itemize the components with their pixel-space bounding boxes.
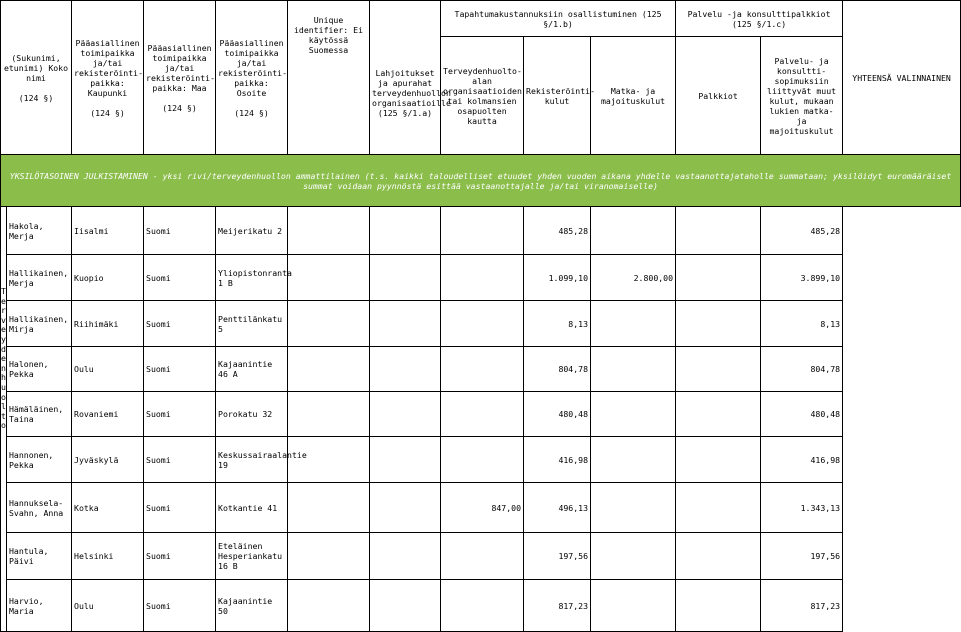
cell-name: Hannonen, Pekka [7,437,72,483]
section-band: YKSILÖTASOINEN JULKISTAMINEN - yksi rivi/terveydenhuollon ammattilainen (t.s. kaikki taloudelliset etuudet yhden vuoden aikana yhdelle vastaanottajataholle summataan; yksilöidyt euromääräiset summat voidaan pyynnöstä esittää vastaanottajalle ja/tai viranomaiselle) [1,155,961,207]
side-label-letter: o [1,420,6,431]
cell-total: 416,98 [761,437,843,483]
cell-name: Harvio, Maria [7,580,72,632]
cell-grants [288,207,370,255]
cell-registration-fees [441,347,524,392]
header-related-costs: Palvelu- ja konsultti-sopimuksiin liittyvät muut kulut, mukaan lukien matka- ja majoituskulut [761,37,843,155]
cell-city: Oulu [72,580,144,632]
cell-country: Suomi [144,437,216,483]
cell-city: Oulu [72,347,144,392]
cell-city: Helsinki [72,533,144,580]
cell-fees [591,437,676,483]
cell-registration-fees [441,255,524,301]
table-row [1,207,961,255]
cell-related-costs [676,533,761,580]
cell-related-costs [676,301,761,347]
cell-address: Eteläinen Hesperiankatu 16 B [216,533,288,580]
cell-related-costs [676,483,761,533]
header-fees: Palkkiot [676,37,761,155]
cell-total: 480,48 [761,392,843,437]
cell-city: Iisalmi [72,207,144,255]
cell-travel: 817,23 [524,580,591,632]
cell-registration-fees [441,207,524,255]
side-label-letter: o [1,391,6,402]
side-label-letter: u [1,381,6,392]
header-travel: Matka- ja majoituskulut [591,37,676,155]
cell-travel: 480,48 [524,392,591,437]
cell-name: Hantula, Päivi [7,533,72,580]
side-label-letter: v [1,314,6,325]
side-label-letter: y [1,333,6,344]
cell-country: Suomi [144,301,216,347]
cell-city: Kuopio [72,255,144,301]
cell-name: Hakola, Merja [7,207,72,255]
side-label-letter: r [1,305,6,316]
header-total: YHTEENSÄ VALINNAINEN [843,1,961,155]
cell-total: 1.343,13 [761,483,843,533]
table-row [1,483,961,533]
cell-grants [288,255,370,301]
side-label-letter: l [1,401,6,412]
cell-name: Hannuksela-Svahn, Anna [7,483,72,533]
cell-event-orgs [370,301,441,347]
cell-country: Suomi [144,483,216,533]
cell-related-costs [676,437,761,483]
table-row [1,255,961,301]
cell-fees [591,207,676,255]
cell-event-orgs [370,255,441,301]
cell-registration-fees: 847,00 [441,483,524,533]
header-event-group: Tapahtumakustannuksiin osallistuminen (125 §/1.b) [441,1,676,37]
header-registration-fees: Rekisteröinti-kulut [524,37,591,155]
cell-address: Penttilänkatu 5 [216,301,288,347]
cell-fees [591,392,676,437]
cell-grants [288,483,370,533]
table-row [1,392,961,437]
cell-travel: 197,56 [524,533,591,580]
cell-related-costs [676,392,761,437]
cell-total: 485,28 [761,207,843,255]
header-unique-identifier: Unique identifier: Ei käytössä Suomessa [288,1,370,155]
cell-total: 3.899,10 [761,255,843,301]
side-label-letter: e [1,353,6,364]
cell-registration-fees [441,392,524,437]
side-label-letter: h [1,372,6,383]
cell-event-orgs [370,392,441,437]
cell-grants [288,533,370,580]
cell-fees [591,347,676,392]
cell-country: Suomi [144,347,216,392]
cell-fees: 2.800,00 [591,255,676,301]
cell-country: Suomi [144,533,216,580]
cell-grants [288,347,370,392]
side-label-letter: t [1,410,6,421]
cell-city: Riihimäki [72,301,144,347]
cell-total: 8,13 [761,301,843,347]
cell-fees [591,580,676,632]
cell-country: Suomi [144,255,216,301]
table-row [1,301,961,347]
table-row [1,437,961,483]
header-grants: Lahjoitukset ja apurahat terveydenhuollon organisaatioille (125 §/1.a) [370,1,441,155]
cell-city: Jyväskylä [72,437,144,483]
cell-event-orgs [370,207,441,255]
cell-registration-fees [441,580,524,632]
header-country: Pääasiallinen toimipaikka ja/tai rekisteröinti-paikka: Maa (124 §) [144,1,216,155]
side-label-letter: n [1,362,6,373]
cell-related-costs [676,207,761,255]
cell-related-costs [676,255,761,301]
cell-related-costs [676,580,761,632]
cell-total: 817,23 [761,580,843,632]
cell-grants [288,580,370,632]
cell-total: 804,78 [761,347,843,392]
table-row [1,347,961,392]
cell-fees [591,533,676,580]
cell-event-orgs [370,437,441,483]
header-event-orgs: Terveydenhuolto-alan organisaatioiden tai kolmansien osapuolten kautta [441,37,524,155]
cell-name: Hämäläinen, Taina [7,392,72,437]
header-name: (Sukunimi, etunimi) Koko nimi (124 §) [1,1,72,155]
table-row [1,580,961,632]
cell-country: Suomi [144,392,216,437]
cell-event-orgs [370,580,441,632]
cell-travel: 804,78 [524,347,591,392]
cell-name: Hallikainen, Merja [7,255,72,301]
cell-event-orgs [370,483,441,533]
side-label-letter: e [1,295,6,306]
cell-city: Kotka [72,483,144,533]
side-label-letter: T [1,286,6,296]
table-row [1,533,961,580]
cell-grants [288,301,370,347]
cell-fees [591,483,676,533]
cell-name: Hallikainen, Mirja [7,301,72,347]
cell-registration-fees [441,301,524,347]
header-city: Pääasiallinen toimipaikka ja/tai rekisteröinti-paikka: Kaupunki (124 §) [72,1,144,155]
cell-registration-fees [441,533,524,580]
cell-country: Suomi [144,207,216,255]
cell-travel: 416,98 [524,437,591,483]
header-address: Pääasiallinen toimipaikka ja/tai rekisteröinti-paikka: Osoite (124 §) [216,1,288,155]
cell-address: Kotkantie 41 [216,483,288,533]
cell-registration-fees [441,437,524,483]
cell-related-costs [676,347,761,392]
cell-grants [288,437,370,483]
cell-travel: 8,13 [524,301,591,347]
cell-fees [591,301,676,347]
cell-address: Kajaanintie 46 A [216,347,288,392]
side-label-letter: e [1,324,6,335]
cell-address: Meijerikatu 2 [216,207,288,255]
header-fees-group: Palvelu -ja konsulttipalkkiot (125 §/1.c) [676,1,843,37]
side-label-letter: d [1,343,6,354]
cell-address: Kajaanintie 50 [216,580,288,632]
cell-grants [288,392,370,437]
cell-event-orgs [370,347,441,392]
cell-name: Halonen, Pekka [7,347,72,392]
cell-total: 197,56 [761,533,843,580]
cell-country: Suomi [144,580,216,632]
cell-city: Rovaniemi [72,392,144,437]
cell-event-orgs [370,533,441,580]
cell-address: Yliopistonranta 1 B [216,255,288,301]
cell-address: Porokatu 32 [216,392,288,437]
cell-travel: 485,28 [524,207,591,255]
cell-travel: 1.099,10 [524,255,591,301]
cell-travel: 496,13 [524,483,591,533]
cell-address: Keskussairaalantie 19 [216,437,288,483]
